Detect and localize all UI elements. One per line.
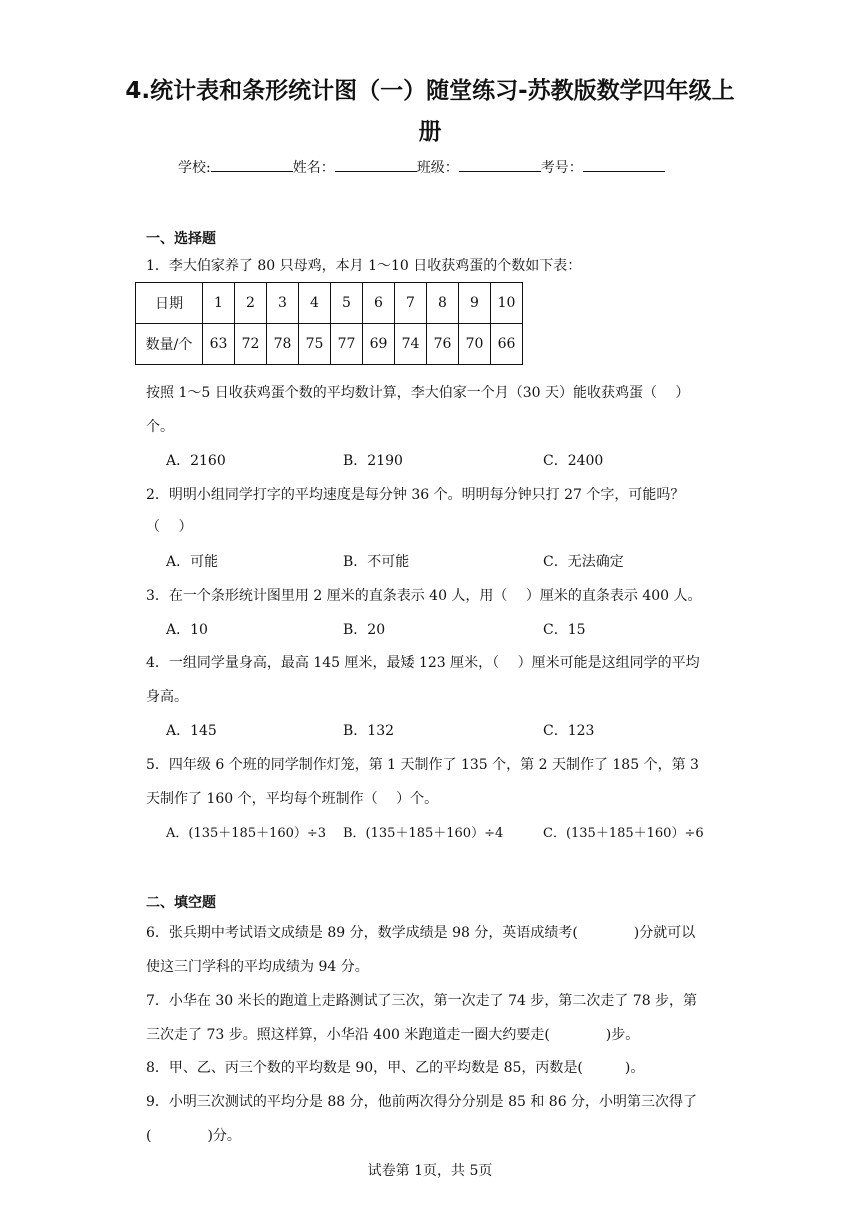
class-blank xyxy=(459,157,541,172)
table-cell: 78 xyxy=(267,324,299,365)
q8-line1: 8．甲、乙、丙三个数的平均数是 90，甲、乙的平均数是 85，丙数是( )。 xyxy=(146,1060,645,1076)
q5-line1: 5．四年级 6 个班的同学制作灯笼，第 1 天制作了 135 个，第 2 天制作了 185 个，第 3 xyxy=(146,757,699,773)
table-cell: 6 xyxy=(363,283,395,324)
page-footer: 试卷第 1页，共 5页 xyxy=(367,1163,493,1179)
q9-line1: 9．小明三次测试的平均分是 88 分，他前两次得分分别是 85 和 86 分，小明第三次得了 xyxy=(146,1094,698,1110)
table-row-counts xyxy=(136,324,523,365)
q1-line3: 个。 xyxy=(146,419,174,435)
table-cell: 70 xyxy=(459,324,491,365)
page-title-line1: 4.统计表和条形统计图（一）随堂练习-苏教版数学四年级上 xyxy=(125,78,735,104)
q6-line1: 6．张兵期中考试语文成绩是 89 分，数学成绩是 98 分，英语成绩考( )分就可以 xyxy=(146,925,696,941)
table-cell: 10 xyxy=(491,283,523,324)
q3-option-a[interactable]: A．10 xyxy=(166,622,208,638)
table-cell: 63 xyxy=(203,324,235,365)
q7-line2: 三次走了 73 步。照这样算，小华沿 400 米跑道走一圈大约要走( )步。 xyxy=(146,1027,640,1043)
q2-line2: （ ） xyxy=(146,519,193,535)
section-choice-heading: 一、选择题 xyxy=(146,231,216,247)
q4-option-b[interactable]: B．132 xyxy=(343,723,395,739)
egg-count-table xyxy=(135,282,523,365)
table-cell: 7 xyxy=(395,283,427,324)
table-cell: 76 xyxy=(427,324,459,365)
q9-line2: ( )分。 xyxy=(146,1128,241,1144)
q7-line1: 7．小华在 30 米长的跑道上走路测试了三次，第一次走了 74 步，第二次走了 78 步，第 xyxy=(146,993,698,1009)
name-blank xyxy=(335,157,417,172)
page-title-line2: 册 xyxy=(418,119,442,145)
table-cell: 66 xyxy=(491,324,523,365)
q2-option-b[interactable]: B．不可能 xyxy=(343,554,410,570)
q1-stem: 1．李大伯家养了 80 只母鸡，本月 1～10 日收获鸡蛋的个数如下表： xyxy=(146,258,582,274)
table-cell: 3 xyxy=(267,283,299,324)
school-label: 学校: xyxy=(178,160,211,176)
table-header-count: 数量/个 xyxy=(136,324,203,365)
q1-line2: 按照 1～5 日收获鸡蛋个数的平均数计算，李大伯家一个月（30 天）能收获鸡蛋（ ） xyxy=(146,385,690,401)
table-cell: 4 xyxy=(299,283,331,324)
q3-option-b[interactable]: B．20 xyxy=(343,622,386,638)
q5-line2: 天制作了 160 个，平均每个班制作（ ）个。 xyxy=(146,791,439,807)
exam-no-label: 考号： xyxy=(540,160,583,176)
table-cell: 9 xyxy=(459,283,491,324)
q1-option-c[interactable]: C．2400 xyxy=(543,453,604,469)
q5-option-b[interactable]: B．(135＋185＋160）÷4 xyxy=(343,826,504,841)
table-cell: 75 xyxy=(299,324,331,365)
q5-option-c[interactable]: C．(135＋185＋160）÷6 xyxy=(543,826,704,841)
q2-option-c[interactable]: C．无法确定 xyxy=(543,554,624,570)
table-cell: 77 xyxy=(331,324,363,365)
table-cell: 2 xyxy=(235,283,267,324)
q3-option-c[interactable]: C．15 xyxy=(543,622,586,638)
class-label: 班级： xyxy=(416,160,459,176)
table-cell: 69 xyxy=(363,324,395,365)
q4-option-c[interactable]: C．123 xyxy=(543,723,595,739)
q3-line1: 3．在一个条形统计图里用 2 厘米的直条表示 40 人，用（ ）厘米的直条表示 400 人。 xyxy=(146,588,702,604)
q4-option-a[interactable]: A．145 xyxy=(166,723,217,739)
name-label: 姓名： xyxy=(292,160,335,176)
table-header-date: 日期 xyxy=(136,283,203,324)
table-cell: 72 xyxy=(235,324,267,365)
exam-no-blank xyxy=(583,157,665,172)
q5-option-a[interactable]: A．(135＋185＋160）÷3 xyxy=(166,826,327,841)
table-cell: 5 xyxy=(331,283,363,324)
student-info-row xyxy=(178,157,665,177)
q4-line1: 4．一组同学量身高，最高 145 厘米，最矮 123 厘米，（ ）厘米可能是这组同学的平均 xyxy=(146,655,700,671)
q4-line2: 身高。 xyxy=(146,689,188,705)
table-cell: 74 xyxy=(395,324,427,365)
q1-option-b[interactable]: B．2190 xyxy=(343,453,403,469)
q6-line2: 使这三门学科的平均成绩为 94 分。 xyxy=(146,959,369,975)
table-cell: 8 xyxy=(427,283,459,324)
q2-line1: 2．明明小组同学打字的平均速度是每分钟 36 个。明明每分钟只打 27 个字，可能吗？ xyxy=(146,487,685,503)
table-cell: 1 xyxy=(203,283,235,324)
q1-option-a[interactable]: A．2160 xyxy=(166,453,226,469)
table-row-dates xyxy=(136,283,523,324)
q2-option-a[interactable]: A．可能 xyxy=(166,554,219,570)
section-fill-heading: 二、填空题 xyxy=(146,895,216,911)
school-blank xyxy=(211,157,293,172)
